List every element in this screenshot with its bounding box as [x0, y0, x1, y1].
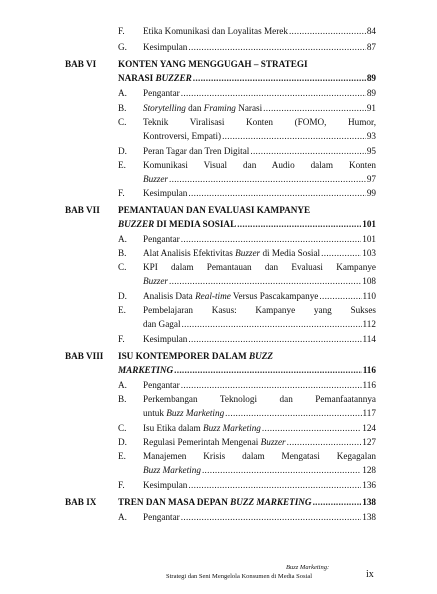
chapter-title: PEMANTAUAN DAN EVALUASI KAMPANYE: [118, 205, 311, 215]
dot-leader: [188, 479, 361, 491]
toc-letter: D.: [118, 146, 127, 156]
chapter-label: BAB VIII: [65, 351, 104, 361]
dot-leader: [181, 379, 362, 391]
toc-entry: [143, 464, 376, 476]
chapter-title-text: ISU KONTEMPORER DALAM: [118, 351, 249, 361]
chapter-title-emphasis: BUZZ: [248, 351, 273, 361]
toc-entry-emphasis: Buzz Marketing: [143, 465, 201, 475]
toc-entry-page: 124: [362, 423, 376, 433]
toc-entry-title: untuk: [143, 408, 167, 418]
toc-entry-emphasis: Buzzer: [143, 276, 169, 286]
chapter-title-line: [118, 218, 376, 230]
toc-entry-page: 84: [366, 26, 376, 36]
toc-entry-emphasis: Real-time: [195, 291, 231, 301]
toc-entry-title: Alat Analisis Efektivitas: [143, 248, 236, 258]
toc-entry: [143, 102, 376, 114]
toc-entry-page: 89: [366, 88, 376, 98]
chapter-title-emphasis: BUZZER: [118, 219, 155, 229]
chapter-title-line: [118, 496, 376, 508]
toc-entry-title: dan Gagal: [143, 319, 181, 329]
toc-entry-emphasis: Framing: [203, 103, 236, 113]
dot-leader: [188, 333, 361, 345]
chapter-label: BAB VII: [65, 205, 100, 215]
toc-letter: A.: [118, 512, 127, 522]
toc-entry-title: Regulasi Pemerintah Mengenai: [143, 437, 261, 447]
toc-entry-title: Perkembangan Teknologi dan Pemanfaatannya: [143, 394, 376, 404]
dot-leader: [181, 511, 361, 523]
toc-letter: D.: [118, 291, 127, 301]
toc-entry-title: Manajemen Krisis dalam Mengatasi Kegagalan: [143, 451, 376, 461]
toc-entry: [143, 422, 376, 434]
toc-letter: F.: [118, 188, 125, 198]
toc-entry-title: Narasi: [235, 103, 263, 113]
toc-entry: [143, 41, 376, 53]
toc-entry-title: di Media Sosial: [260, 248, 321, 258]
dot-leader: [181, 233, 361, 245]
chapter-title-text: DI MEDIA SOSIAL: [154, 219, 237, 229]
chapter-title-emphasis: BUZZ MARKETING: [230, 497, 312, 507]
toc-letter: F.: [118, 334, 125, 344]
toc-letter: G.: [118, 42, 127, 52]
dot-leader: [319, 290, 361, 302]
toc-entry-page: 108: [362, 276, 376, 286]
toc-entry: [143, 290, 376, 302]
toc-entry: [143, 130, 376, 142]
dot-leader: [193, 72, 366, 84]
toc-entry-title: Komunikasi Visual dan Audio dalam Konten: [143, 160, 376, 170]
toc-entry: [143, 275, 376, 287]
toc-entry: [143, 145, 376, 157]
dot-leader: [169, 173, 366, 185]
toc-entry-title: Pengantar: [143, 88, 180, 98]
toc-entry-emphasis: Buzzer: [260, 437, 286, 447]
dot-leader: [188, 187, 365, 199]
chapter-title-text: TREN DAN MASA DEPAN: [118, 497, 231, 507]
toc-entry-page: 95: [366, 146, 376, 156]
toc-entry-page: 93: [366, 131, 376, 141]
toc-entry: [143, 511, 376, 523]
page-number: ix: [366, 569, 374, 580]
toc-letter: E.: [118, 305, 126, 315]
chapter-label: BAB IX: [65, 497, 97, 507]
toc-entry-page: 117: [362, 408, 376, 418]
toc-entry-title: Isu Etika dalam: [143, 423, 203, 433]
toc-letter: E.: [118, 160, 126, 170]
dot-leader: [182, 318, 362, 330]
toc-entry-title: Kesimpulan: [143, 42, 188, 52]
toc-letter: F.: [118, 26, 125, 36]
toc-entry-page: 110: [362, 291, 376, 301]
dot-leader: [237, 218, 361, 230]
toc-entry: [143, 479, 376, 491]
dot-leader: [289, 25, 366, 37]
toc-letter: F.: [118, 480, 125, 490]
toc-letter: D.: [118, 437, 127, 447]
dot-leader: [225, 407, 361, 419]
chapter-title-line: [118, 364, 376, 376]
toc-entry-page: 116: [362, 380, 376, 390]
toc-entry: [143, 333, 376, 345]
toc-entry-title: Analisis Data: [143, 291, 196, 301]
chapter-page: 116: [362, 365, 376, 375]
toc-letter: B.: [118, 248, 127, 258]
toc-entry-page: 87: [366, 42, 376, 52]
chapter-page: 89: [366, 73, 376, 83]
toc-entry-page: 127: [362, 437, 376, 447]
footer-book-subtitle: Strategi dan Seni Mengelola Konsumen di Media Sosial: [166, 573, 313, 580]
toc-letter: C.: [118, 262, 127, 272]
toc-entry-title: Pembelajaran Kasus: Kampanye yang Sukses: [143, 305, 376, 315]
toc-entry-emphasis: Buzzer: [143, 174, 169, 184]
toc-entry-page: 128: [362, 465, 376, 475]
toc-entry-page: 97: [366, 174, 376, 184]
dot-leader: [169, 275, 361, 287]
dot-leader: [202, 464, 361, 476]
dot-leader: [263, 102, 366, 114]
toc-entry-page: 101: [362, 234, 376, 244]
toc-entry-title: KPI dalam Pemantauan dan Evaluasi Kampanye: [143, 262, 376, 272]
toc-entry-page: 138: [362, 512, 376, 522]
toc-letter: C.: [118, 117, 127, 127]
footer-book-title: Buzz Marketing:: [286, 564, 330, 571]
toc-entry: [143, 25, 376, 37]
toc-letter: A.: [118, 88, 127, 98]
chapter-title-emphasis: BUZZER: [155, 73, 192, 83]
toc-entry-title: dan: [185, 103, 204, 113]
toc-entry-title: Versus Pascakampanye: [230, 291, 319, 301]
toc-entry-emphasis: Buzzer: [235, 248, 261, 258]
toc-entry-title: Peran Tagar dan Tren Digital: [143, 146, 250, 156]
toc-entry-page: 112: [362, 319, 376, 329]
toc-entry-page: 136: [362, 480, 376, 490]
chapter-page: 138: [362, 497, 376, 507]
toc-entry-title: Pengantar: [143, 512, 180, 522]
toc-entry: [143, 247, 376, 259]
toc-entry-title: Etika Komunikasi dan Loyalitas Merek: [143, 26, 288, 36]
dot-leader: [188, 41, 365, 53]
dot-leader: [174, 364, 362, 376]
toc-letter: B.: [118, 394, 127, 404]
toc-letter: A.: [118, 234, 127, 244]
chapter-label: BAB VI: [65, 59, 97, 69]
chapter-title-emphasis: MARKETING: [118, 365, 174, 375]
toc-entry: [143, 379, 376, 391]
toc-entry-emphasis: Buzz Marketing: [166, 408, 225, 418]
dot-leader: [313, 496, 362, 508]
toc-entry-emphasis: Storytelling: [143, 103, 186, 113]
toc-entry-title: Teknik Viralisasi Konten (FOMO, Humor,: [143, 117, 376, 127]
toc-entry-page: 91: [366, 103, 376, 113]
toc-entry-title: Kesimpulan: [143, 188, 188, 198]
toc-entry: [143, 318, 376, 330]
toc-entry-page: 114: [362, 334, 376, 344]
dot-leader: [262, 422, 361, 434]
chapter-title: [118, 350, 273, 362]
chapter-title: KONTEN YANG MENGGUGAH – STRATEGI: [118, 59, 308, 69]
toc-entry: [143, 173, 376, 185]
toc-entry-emphasis: Buzz Marketing: [202, 423, 261, 433]
toc-entry-page: 99: [366, 188, 376, 198]
toc-entry-page: 103: [362, 248, 376, 258]
toc-entry-title: Kontroversi, Empati): [143, 131, 222, 141]
dot-leader: [321, 247, 361, 259]
toc-entry: [143, 87, 376, 99]
chapter-page: 101: [362, 219, 376, 229]
chapter-title-line: [118, 72, 376, 84]
toc-letter: E.: [118, 451, 126, 461]
dot-leader: [250, 145, 365, 157]
toc-entry-title: Kesimpulan: [143, 480, 188, 490]
toc-entry: [143, 436, 376, 448]
toc-letter: C.: [118, 423, 127, 433]
toc-entry: [143, 187, 376, 199]
toc-letter: B.: [118, 103, 127, 113]
chapter-title-text: NARASI: [118, 73, 156, 83]
toc-entry: [143, 407, 376, 419]
dot-leader: [287, 436, 362, 448]
dot-leader: [222, 130, 366, 142]
toc-entry-title: Pengantar: [143, 380, 180, 390]
toc-entry-title: Pengantar: [143, 234, 180, 244]
toc-entry-title: Kesimpulan: [143, 334, 188, 344]
toc-letter: A.: [118, 380, 127, 390]
toc-entry: [143, 233, 376, 245]
dot-leader: [181, 87, 366, 99]
